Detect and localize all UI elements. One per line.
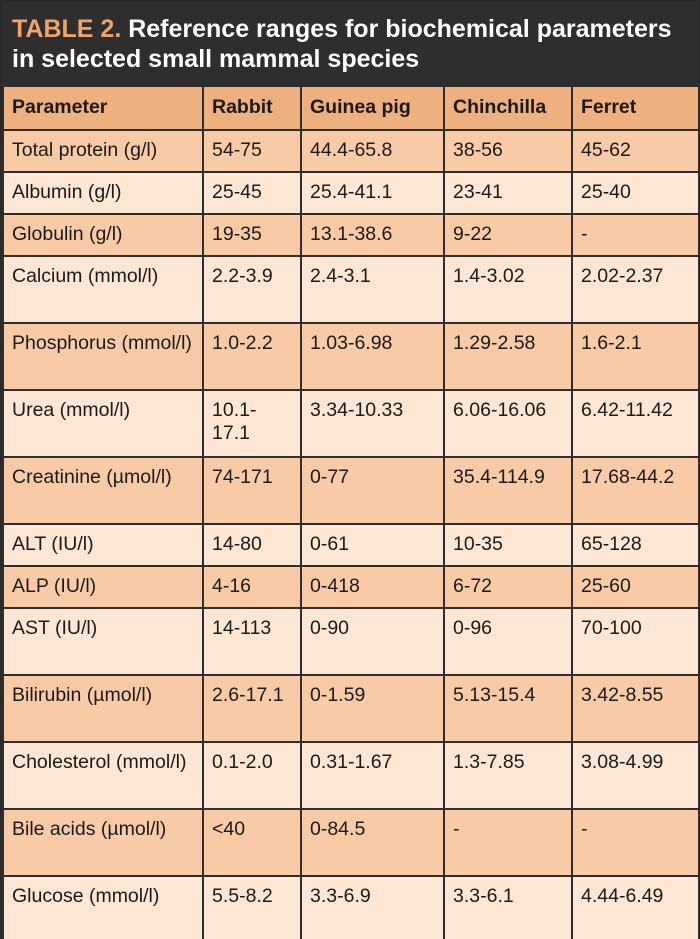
rabbit-cell: 25-45 [203, 172, 301, 214]
ferret-cell: 25-60 [572, 566, 699, 608]
reference-ranges-table [2, 85, 700, 939]
chinchilla-cell: - [444, 809, 572, 876]
parameter-cell: Calcium (mmol/l) [3, 256, 203, 323]
parameter-cell: Bilirubin (µmol/l) [3, 675, 203, 742]
chinchilla-cell: 1.4-3.02 [444, 256, 572, 323]
header-ferret: Ferret [572, 86, 699, 130]
table-row [3, 608, 699, 675]
header-rabbit: Rabbit [203, 86, 301, 130]
parameter-cell: Urea (mmol/l) [3, 390, 203, 457]
guinea-pig-cell: 3.3-6.9 [301, 876, 444, 939]
chinchilla-cell: 0-96 [444, 608, 572, 675]
parameter-cell: Phosphorus (mmol/l) [3, 323, 203, 390]
header-row [3, 86, 699, 130]
ferret-cell: 6.42-11.42 [572, 390, 699, 457]
table-row [3, 566, 699, 608]
chinchilla-cell: 1.3-7.85 [444, 742, 572, 809]
guinea-pig-cell: 0-1.59 [301, 675, 444, 742]
rabbit-cell: 19-35 [203, 214, 301, 256]
header-chinchilla: Chinchilla [444, 86, 572, 130]
parameter-cell: Cholesterol (mmol/l) [3, 742, 203, 809]
parameter-cell: Bile acids (µmol/l) [3, 809, 203, 876]
table-caption: Reference ranges for biochemical parameters in selected small mammal species [12, 15, 672, 73]
parameter-cell: Globulin (g/l) [3, 214, 203, 256]
rabbit-cell: 2.6-17.1 [203, 675, 301, 742]
table-row [3, 809, 699, 876]
guinea-pig-cell: 0.31-1.67 [301, 742, 444, 809]
parameter-cell: Creatinine (µmol/l) [3, 457, 203, 524]
table-row [3, 130, 699, 172]
ferret-cell: 2.02-2.37 [572, 256, 699, 323]
table-number: TABLE 2. [12, 15, 122, 43]
ferret-cell: - [572, 809, 699, 876]
header-parameter: Parameter [3, 86, 203, 130]
chinchilla-cell: 6.06-16.06 [444, 390, 572, 457]
parameter-cell: AST (IU/l) [3, 608, 203, 675]
table-title [2, 2, 698, 85]
ferret-cell: 1.6-2.1 [572, 323, 699, 390]
parameter-cell: Total protein (g/l) [3, 130, 203, 172]
ferret-cell: 3.42-8.55 [572, 675, 699, 742]
ferret-cell: 17.68-44.2 [572, 457, 699, 524]
guinea-pig-cell: 2.4-3.1 [301, 256, 444, 323]
table-row [3, 742, 699, 809]
ferret-cell: 3.08-4.99 [572, 742, 699, 809]
parameter-cell: ALP (IU/l) [3, 566, 203, 608]
chinchilla-cell: 1.29-2.58 [444, 323, 572, 390]
chinchilla-cell: 35.4-114.9 [444, 457, 572, 524]
guinea-pig-cell: 0-77 [301, 457, 444, 524]
table-row [3, 172, 699, 214]
chinchilla-cell: 38-56 [444, 130, 572, 172]
header-guinea-pig: Guinea pig [301, 86, 444, 130]
table-row [3, 390, 699, 457]
rabbit-cell: 14-113 [203, 608, 301, 675]
rabbit-cell: 5.5-8.2 [203, 876, 301, 939]
chinchilla-cell: 10-35 [444, 524, 572, 566]
ferret-cell: 45-62 [572, 130, 699, 172]
rabbit-cell: 4-16 [203, 566, 301, 608]
ferret-cell: 25-40 [572, 172, 699, 214]
rabbit-cell: 74-171 [203, 457, 301, 524]
parameter-cell: ALT (IU/l) [3, 524, 203, 566]
rabbit-cell: <40 [203, 809, 301, 876]
table-row [3, 256, 699, 323]
guinea-pig-cell: 0-61 [301, 524, 444, 566]
chinchilla-cell: 5.13-15.4 [444, 675, 572, 742]
rabbit-cell: 2.2-3.9 [203, 256, 301, 323]
guinea-pig-cell: 0-84.5 [301, 809, 444, 876]
guinea-pig-cell: 44.4-65.8 [301, 130, 444, 172]
rabbit-cell: 14-80 [203, 524, 301, 566]
parameter-cell: Glucose (mmol/l) [3, 876, 203, 939]
chinchilla-cell: 3.3-6.1 [444, 876, 572, 939]
guinea-pig-cell: 0-418 [301, 566, 444, 608]
chinchilla-cell: 9-22 [444, 214, 572, 256]
rabbit-cell: 10.1-17.1 [203, 390, 301, 457]
guinea-pig-cell: 3.34-10.33 [301, 390, 444, 457]
chinchilla-cell: 6-72 [444, 566, 572, 608]
guinea-pig-cell: 1.03-6.98 [301, 323, 444, 390]
guinea-pig-cell: 0-90 [301, 608, 444, 675]
ferret-cell: - [572, 214, 699, 256]
rabbit-cell: 54-75 [203, 130, 301, 172]
table-row [3, 876, 699, 939]
table-row [3, 323, 699, 390]
parameter-cell: Albumin (g/l) [3, 172, 203, 214]
ferret-cell: 70-100 [572, 608, 699, 675]
rabbit-cell: 0.1-2.0 [203, 742, 301, 809]
table-row [3, 524, 699, 566]
ferret-cell: 65-128 [572, 524, 699, 566]
table-row [3, 457, 699, 524]
ferret-cell: 4.44-6.49 [572, 876, 699, 939]
chinchilla-cell: 23-41 [444, 172, 572, 214]
table-row [3, 214, 699, 256]
table-row [3, 675, 699, 742]
guinea-pig-cell: 13.1-38.6 [301, 214, 444, 256]
guinea-pig-cell: 25.4-41.1 [301, 172, 444, 214]
rabbit-cell: 1.0-2.2 [203, 323, 301, 390]
